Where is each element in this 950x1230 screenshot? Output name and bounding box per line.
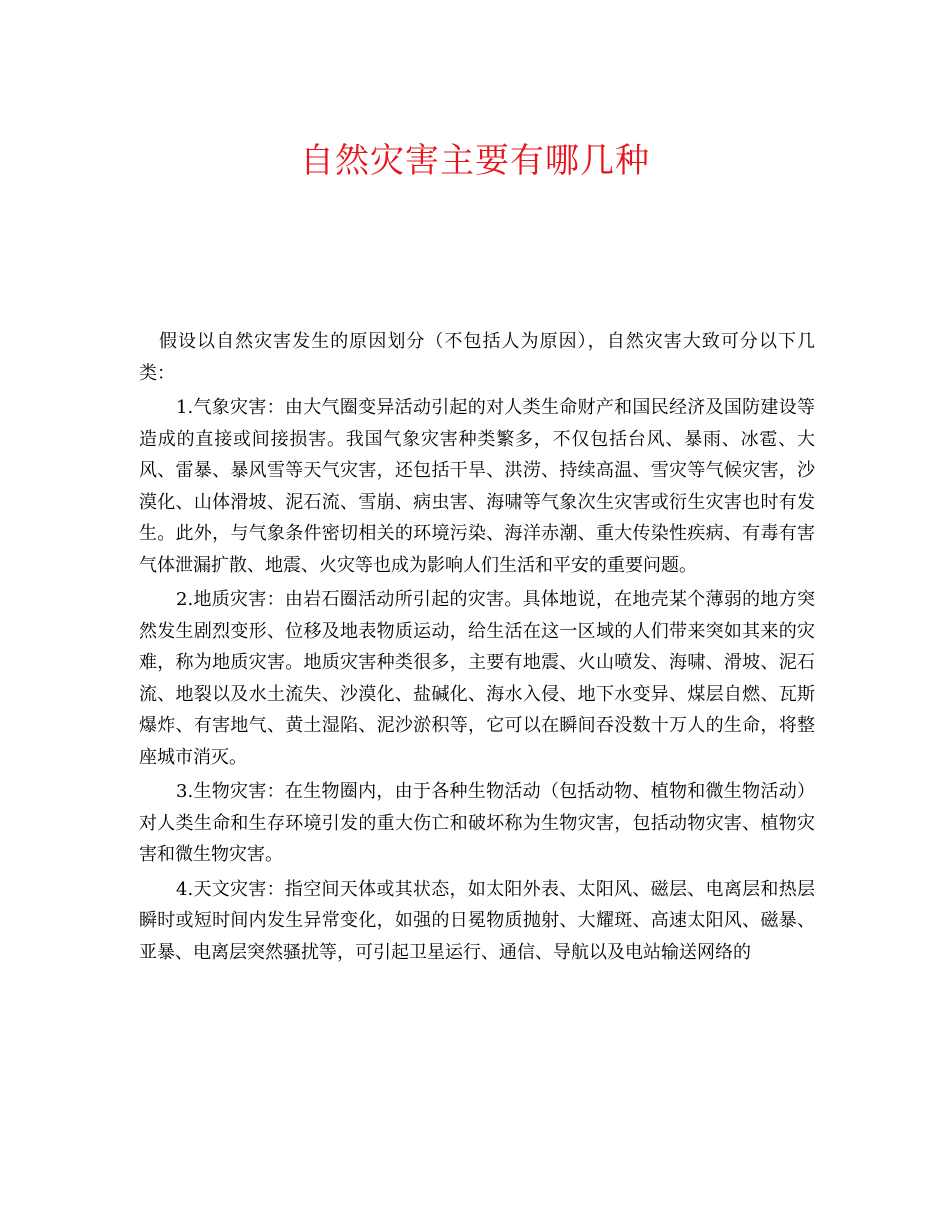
- paragraph-meteorological-disasters: 1.气象灾害：由大气圈变异活动引起的对人类生命财产和国民经济及国防建设等造成的直接或间接损害。我国气象灾害种类繁多，不仅包括台风、暴雨、冰雹、大风、雷暴、暴风雪等天气灾害，还包括干旱、洪涝、持续高温、雪灾等气候灾害，沙漠化、山体滑坡、泥石流、雪崩、病虫害、海啸等气象次生灾害或衍生灾害也时有发生。此外，与气象条件密切相关的环境污染、海洋赤潮、重大传染性疾病、有毒有害气体泄漏扩散、地震、火灾等也成为影响人们生活和平安的重要问题。: [139, 397, 815, 576]
- document-title: 自然灾害主要有哪几种: [300, 141, 650, 181]
- paragraph-astronomical-disasters: 4.天文灾害：指空间天体或其状态，如太阳外表、太阳风、磁层、电离层和热层瞬时或短时间内发生异常变化，如强的日冕物质抛射、大耀斑、高速太阳风、磁暴、亚暴、电离层突然骚扰等，可引起卫星运行、通信、导航以及电站输送网络的: [139, 878, 815, 963]
- intro-paragraph: 假设以自然灾害发生的原因划分（不包括人为原因），自然灾害大致可分以下几类：: [139, 331, 815, 384]
- paragraph-geological-disasters: 2.地质灾害：由岩石圈活动所引起的灾害。具体地说，在地壳某个薄弱的地方突然发生剧烈变形、位移及地表物质运动，给生活在这一区域的人们带来突如其来的灾难，称为地质灾害。地质灾害种类很多，主要有地震、火山喷发、海啸、滑坡、泥石流、地裂以及水土流失、沙漠化、盐碱化、海水入侵、地下水变异、煤层自燃、瓦斯爆炸、有害地气、黄土湿陷、泥沙淤积等，它可以在瞬间吞没数十万人的生命，将整座城市消灭。: [139, 589, 815, 768]
- paragraph-biological-disasters: 3.生物灾害：在生物圈内，由于各种生物活动（包括动物、植物和微生物活动）对人类生命和生存环境引发的重大伤亡和破坏称为生物灾害，包括动物灾害、植物灾害和微生物灾害。: [139, 781, 815, 865]
- document-body: [139, 326, 815, 971]
